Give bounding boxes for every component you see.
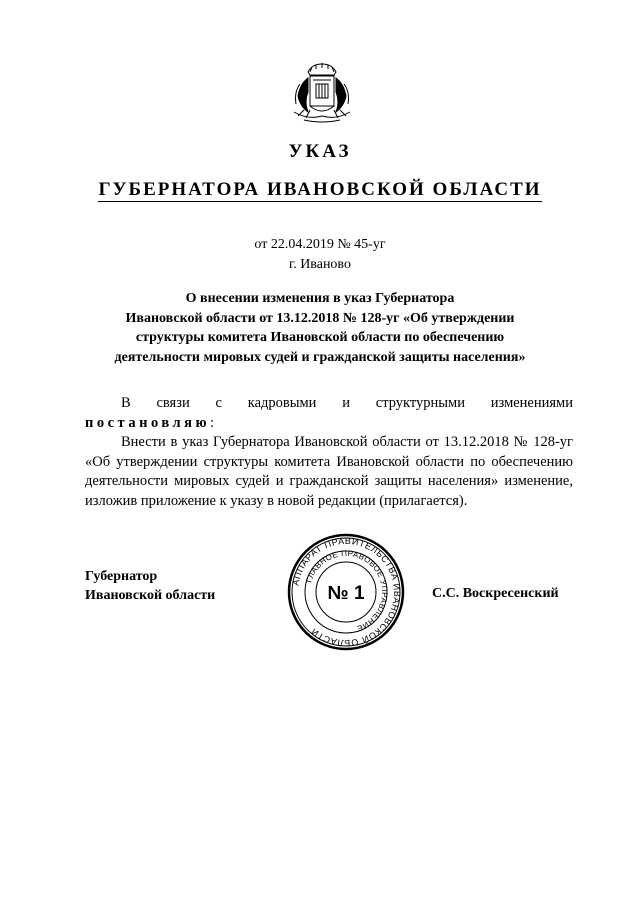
document-issuer: ГУБЕРНАТОРА ИВАНОВСКОЙ ОБЛАСТИ — [98, 179, 542, 200]
subject-line: структуры комитета Ивановской области по обеспечению — [135, 330, 505, 345]
document-subject — [80, 289, 560, 367]
document-body — [85, 394, 573, 511]
document-heading: УКАЗ — [288, 141, 352, 162]
subject-line: деятельности мировых судей и гражданской защиты населения» — [114, 349, 526, 365]
preamble-line: В связи с кадровыми и структурными изменениями — [121, 395, 573, 411]
decree-line: постановляю: — [85, 414, 215, 431]
subject-line: О внесении изменения в указ Губернатора — [185, 291, 455, 306]
stamp-number: № 1 — [327, 583, 365, 604]
svg-text:ГЛАВНОЕ ПРАВОВОЕ УПРАВЛЕНИЕ: ГЛАВНОЕ ПРАВОВОЕ УПРАВЛЕНИЕ — [304, 548, 390, 634]
signatory-name: С.С. Воскресенский — [432, 586, 559, 601]
svg-text:АППАРАТ ПРАВИТЕЛЬСТВА ИВАНОВСК: АППАРАТ ПРАВИТЕЛЬСТВА ИВАНОВСКОЙ ОБЛАСТИ — [290, 535, 403, 649]
document-date-number: от 22.04.2019 № 45-уг — [254, 237, 386, 252]
document-city: г. Иваново — [289, 257, 351, 272]
subject-line: Ивановской области от 13.12.2018 № 128-уг «Об утверждении — [125, 310, 515, 326]
decree-word: постановляю — [85, 414, 211, 431]
coat-of-arms-icon — [286, 62, 358, 124]
signatory-position: Губернатор Ивановской области — [85, 569, 216, 603]
body-paragraph: Внести в указ Губернатора Ивановской области от 13.12.2018 № 128-уг «Об утверждении структуры комитета Ивановской области по обеспечению деятельности мировых судей и гражданской защиты населения» изменение, изложив приложение к указу в новой редакции (прилагается). — [85, 434, 573, 509]
official-stamp — [286, 532, 406, 652]
